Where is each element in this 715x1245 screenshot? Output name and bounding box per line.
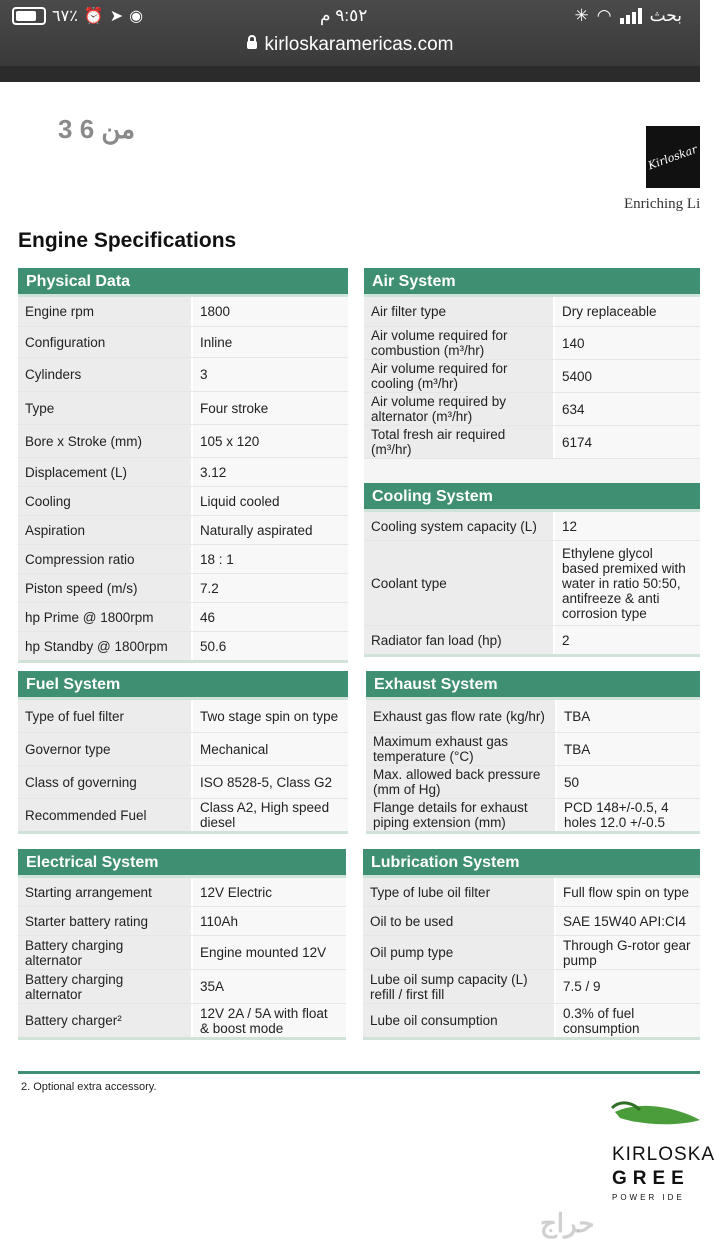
air-system-rows	[364, 297, 700, 488]
spec-value: Inline	[191, 327, 348, 357]
spec-row	[364, 626, 700, 657]
spec-row	[18, 700, 348, 733]
cooling-system-section	[364, 483, 700, 657]
spec-label: Air filter type	[364, 297, 553, 326]
cooling-system-rows	[364, 512, 700, 657]
status-time: ٩:٥٢ م	[320, 6, 368, 25]
spec-row	[18, 603, 348, 632]
spec-value: 35A	[191, 970, 346, 1003]
spec-value: 12V 2A / 5A with float & boost mode	[191, 1004, 346, 1037]
spec-row	[366, 766, 700, 799]
electrical-system-section	[18, 849, 346, 1040]
spec-value: Ethylene glycol based premixed with water in ratio 50:50, antifreeze & anti corrosion type	[553, 541, 700, 625]
spec-row	[363, 878, 700, 907]
spec-row	[18, 545, 348, 574]
lubrication-system-section	[363, 849, 700, 1040]
footer-brand-line3: POWER IDE	[612, 1193, 685, 1202]
footer-divider	[18, 1071, 700, 1074]
spec-label: Cylinders	[18, 358, 191, 391]
page-title: Engine Specifications	[18, 229, 237, 252]
spec-row	[363, 907, 700, 936]
spec-value: SAE 15W40 API:CI4	[554, 907, 700, 935]
spec-row	[366, 799, 700, 834]
spec-row	[364, 393, 700, 426]
spec-value: Class A2, High speed diesel	[191, 799, 348, 831]
spec-row	[18, 297, 348, 327]
spec-label: Radiator fan load (hp)	[364, 626, 553, 654]
spec-label: Cooling system capacity (L)	[364, 512, 553, 540]
spec-label: Air volume required for combustion (m³/hr)	[364, 327, 553, 359]
spec-value: PCD 148+/-0.5, 4 holes 12.0 +/-0.5	[555, 799, 700, 831]
battery-icon	[12, 7, 46, 25]
physical-data-header: Physical Data	[18, 268, 348, 297]
spec-value: Through G-rotor gear pump	[554, 936, 700, 969]
spec-label: Starter battery rating	[18, 907, 191, 935]
spec-label: Compression ratio	[18, 545, 191, 573]
spec-row	[18, 1004, 346, 1040]
lubrication-system-header: Lubrication System	[363, 849, 700, 878]
spec-value: Four stroke	[191, 392, 348, 424]
spec-value: 634	[553, 393, 700, 425]
screen-lock-icon: ◉	[129, 8, 144, 25]
spec-label: Aspiration	[18, 516, 191, 544]
spec-row	[364, 541, 700, 626]
url-bar[interactable]	[0, 34, 700, 56]
spec-label: hp Prime @ 1800rpm	[18, 603, 191, 631]
spec-row	[18, 907, 346, 936]
physical-data-rows	[18, 297, 348, 663]
spec-row	[18, 733, 348, 766]
air-system-section	[364, 268, 700, 488]
signal-icon	[620, 8, 642, 24]
spec-value: 3.12	[191, 458, 348, 486]
spec-label: Type	[18, 392, 191, 424]
spec-value: Dry replaceable	[553, 297, 700, 326]
spec-label: Governor type	[18, 733, 191, 765]
spec-value: 50.6	[191, 632, 348, 660]
spec-row	[363, 970, 700, 1004]
status-bar	[0, 6, 700, 30]
spec-row	[18, 632, 348, 663]
spec-row	[18, 358, 348, 392]
spec-value: 50	[555, 766, 700, 798]
spec-label: Piston speed (m/s)	[18, 574, 191, 602]
spec-row	[364, 512, 700, 541]
spec-label: Bore x Stroke (mm)	[18, 425, 191, 457]
spec-value: Full flow spin on type	[554, 878, 700, 906]
battery-level: ٦٧٪	[52, 8, 78, 25]
spec-row	[366, 700, 700, 733]
spec-row	[18, 458, 348, 487]
spec-row	[18, 574, 348, 603]
cooling-system-header: Cooling System	[364, 483, 700, 512]
spec-row	[18, 970, 346, 1004]
spec-value: 12V Electric	[191, 878, 346, 906]
spec-value: 46	[191, 603, 348, 631]
electrical-system-rows	[18, 878, 346, 1040]
spec-value: 7.5 / 9	[554, 970, 700, 1003]
spec-row	[363, 1004, 700, 1040]
spec-row	[364, 297, 700, 327]
spec-label: Air volume required for cooling (m³/hr)	[364, 360, 553, 392]
spec-row	[18, 878, 346, 907]
spec-label: Starting arrangement	[18, 878, 191, 906]
location-icon: ➤	[109, 8, 124, 25]
spec-value: 2	[553, 626, 700, 654]
spec-label: Flange details for exhaust piping extension (mm)	[366, 799, 555, 831]
spec-label: Recommended Fuel	[18, 799, 191, 831]
spec-value: 3	[191, 358, 348, 391]
spec-label: Lube oil consumption	[363, 1004, 554, 1037]
footnote: 2. Optional extra accessory.	[21, 1081, 157, 1093]
electrical-system-header: Electrical System	[18, 849, 346, 878]
url-text: kirloskaramericas.com	[264, 34, 454, 55]
spec-label: Cooling	[18, 487, 191, 515]
spec-value: 1800	[191, 297, 348, 326]
kirloskar-logo: Kirloskar	[646, 126, 700, 188]
spec-value: 0.3% of fuel consumption	[554, 1004, 700, 1037]
exhaust-system-rows	[366, 700, 700, 834]
spec-value: 6174	[553, 426, 700, 458]
spec-label: Oil to be used	[363, 907, 554, 935]
spec-value: Engine mounted 12V	[191, 936, 346, 969]
page-counter: 3 من 6	[58, 114, 136, 144]
lock-icon	[247, 41, 257, 49]
spec-label: Max. allowed back pressure (mm of Hg)	[366, 766, 555, 798]
spec-label: Exhaust gas flow rate (kg/hr)	[366, 700, 555, 732]
spec-value: Two stage spin on type	[191, 700, 348, 732]
carrier-label: بحث	[649, 6, 682, 25]
fuel-system-section	[18, 671, 348, 834]
spec-row	[364, 327, 700, 360]
spec-value: Mechanical	[191, 733, 348, 765]
spec-row	[364, 360, 700, 393]
tagline: Enriching Li	[624, 196, 701, 212]
spec-label: Type of fuel filter	[18, 700, 191, 732]
spec-label: Battery charging alternator	[18, 970, 191, 1003]
loading-icon: ✳	[574, 6, 589, 25]
spec-row	[18, 392, 348, 425]
fuel-system-header: Fuel System	[18, 671, 348, 700]
spec-label: Oil pump type	[363, 936, 554, 969]
spec-row	[18, 936, 346, 970]
status-right	[575, 6, 683, 26]
spec-row	[18, 799, 348, 834]
spec-value: 105 x 120	[191, 425, 348, 457]
spec-value: 18 : 1	[191, 545, 348, 573]
browser-chrome	[0, 0, 700, 66]
spec-label: Battery charging alternator	[18, 936, 191, 969]
exhaust-system-section	[366, 671, 700, 834]
spec-value: TBA	[555, 733, 700, 765]
spec-label: Class of governing	[18, 766, 191, 798]
wifi-icon: ◠	[596, 6, 612, 25]
lubrication-system-rows	[363, 878, 700, 1040]
spec-value: 7.2	[191, 574, 348, 602]
spec-label: Air volume required by alternator (m³/hr)	[364, 393, 553, 425]
spec-label: Coolant type	[364, 541, 553, 625]
spec-row	[18, 487, 348, 516]
status-left	[12, 6, 143, 26]
spec-label: Lube oil sump capacity (L) refill / first fill	[363, 970, 554, 1003]
spec-label: Type of lube oil filter	[363, 878, 554, 906]
spec-label: Displacement (L)	[18, 458, 191, 486]
spec-value: 5400	[553, 360, 700, 392]
footer-brand-line2: GREE	[612, 1168, 690, 1189]
spec-label: hp Standby @ 1800rpm	[18, 632, 191, 660]
spec-label: Battery charger²	[18, 1004, 191, 1037]
spec-row	[18, 516, 348, 545]
exhaust-system-header: Exhaust System	[366, 671, 700, 700]
spec-value: Liquid cooled	[191, 487, 348, 515]
spec-label: Configuration	[18, 327, 191, 357]
spec-label: Total fresh air required (m³/hr)	[364, 426, 553, 458]
spec-row	[364, 426, 700, 459]
spec-value: Naturally aspirated	[191, 516, 348, 544]
spec-row	[366, 733, 700, 766]
footer-brand-line1: KIRLOSKA	[612, 1144, 715, 1165]
spec-row	[18, 425, 348, 458]
spec-value: ISO 8528-5, Class G2	[191, 766, 348, 798]
spec-value: 12	[553, 512, 700, 540]
spec-row	[18, 766, 348, 799]
spec-value: 140	[553, 327, 700, 359]
air-system-header: Air System	[364, 268, 700, 297]
fuel-system-rows	[18, 700, 348, 834]
spec-label: Maximum exhaust gas temperature (°C)	[366, 733, 555, 765]
spec-value: 110Ah	[191, 907, 346, 935]
physical-data-section	[18, 268, 348, 663]
toolbar-strip	[0, 66, 700, 82]
alarm-icon: ⏰	[83, 8, 104, 25]
spec-row	[18, 327, 348, 358]
spec-row	[363, 936, 700, 970]
watermark: حراج	[540, 1208, 595, 1238]
spec-value: TBA	[555, 700, 700, 732]
spec-label: Engine rpm	[18, 297, 191, 326]
